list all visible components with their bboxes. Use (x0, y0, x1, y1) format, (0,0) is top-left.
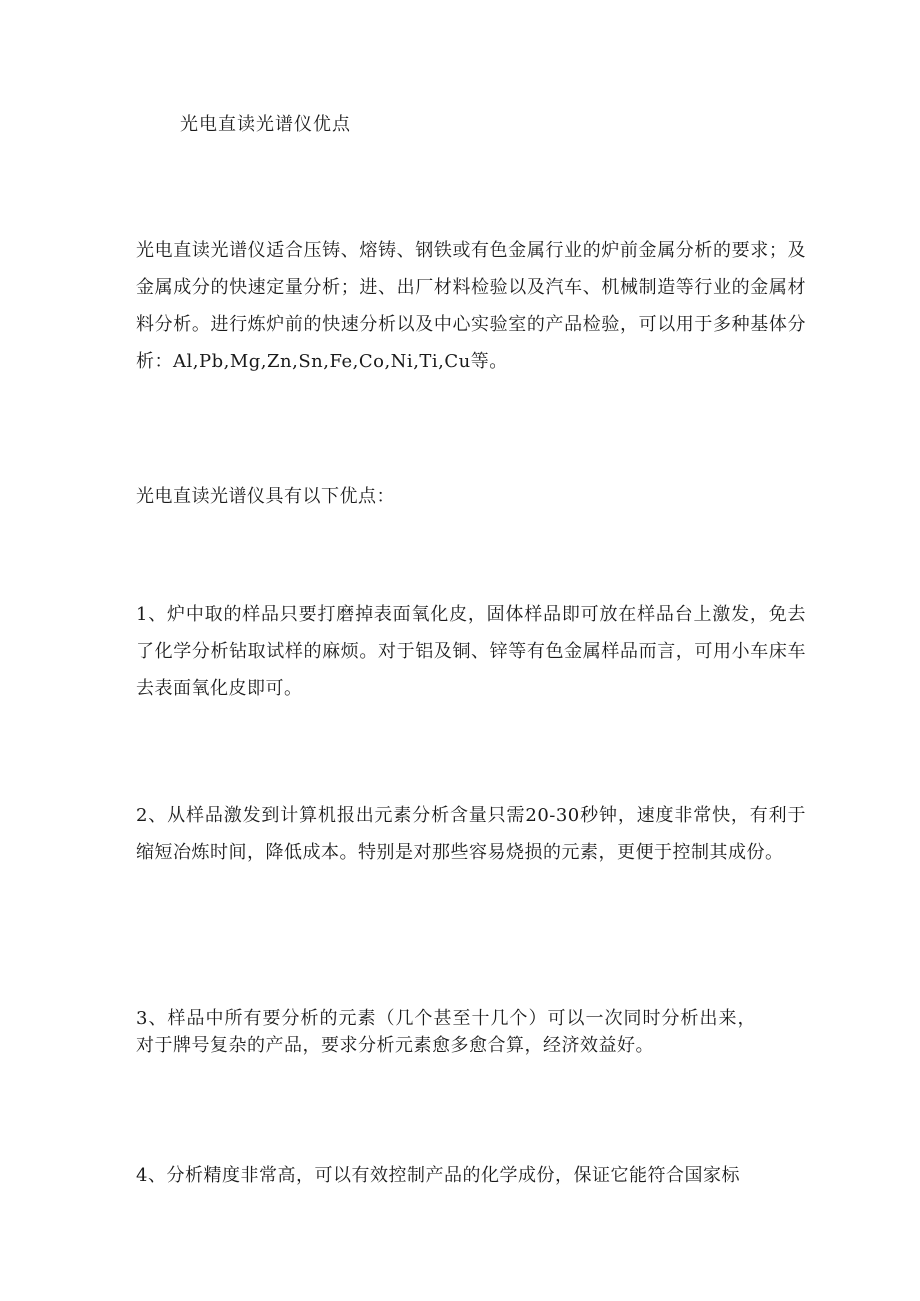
advantage-item-1: 1、炉中取的样品只要打磨掉表面氧化皮，固体样品即可放在样品台上激发，免去了化学分析钻取试样的麻烦。对于铝及铜、锌等有色金属样品而言，可用小车床车去表面氧化皮即可。 (136, 604, 806, 699)
advantage-item-4: 4、分析精度非常高，可以有效控制产品的化学成份，保证它能符合国家标 (136, 1165, 740, 1186)
advantages-lead: 光电直读光谱仪具有以下优点： (136, 486, 395, 507)
document-title: 光电直读光谱仪优点 (180, 114, 351, 135)
intro-paragraph: 光电直读光谱仪适合压铸、熔铸、钢铁或有色金属行业的炉前金属分析的要求；及金属成分的快速定量分析；进、出厂材料检验以及汽车、机械制造等行业的金属材料分析。进行炼炉前的快速分析以及中心实验室的产品检验，可以用于多种基体分析：Al,Pb,Mg,Zn,Sn,Fe,Co,Ni,Ti,Cu等。 (136, 240, 806, 372)
advantage-item-3: 3、样品中所有要分析的元素（几个甚至十几个）可以一次同时分析出来，对于牌号复杂的产品，要求分析元素愈多愈合算，经济效益好。 (136, 1008, 756, 1056)
advantage-item-2: 2、从样品激发到计算机报出元素分析含量只需20-30秒钟，速度非常快，有利于缩短冶炼时间，降低成本。特别是对那些容易烧损的元素，更便于控制其成份。 (136, 805, 806, 863)
